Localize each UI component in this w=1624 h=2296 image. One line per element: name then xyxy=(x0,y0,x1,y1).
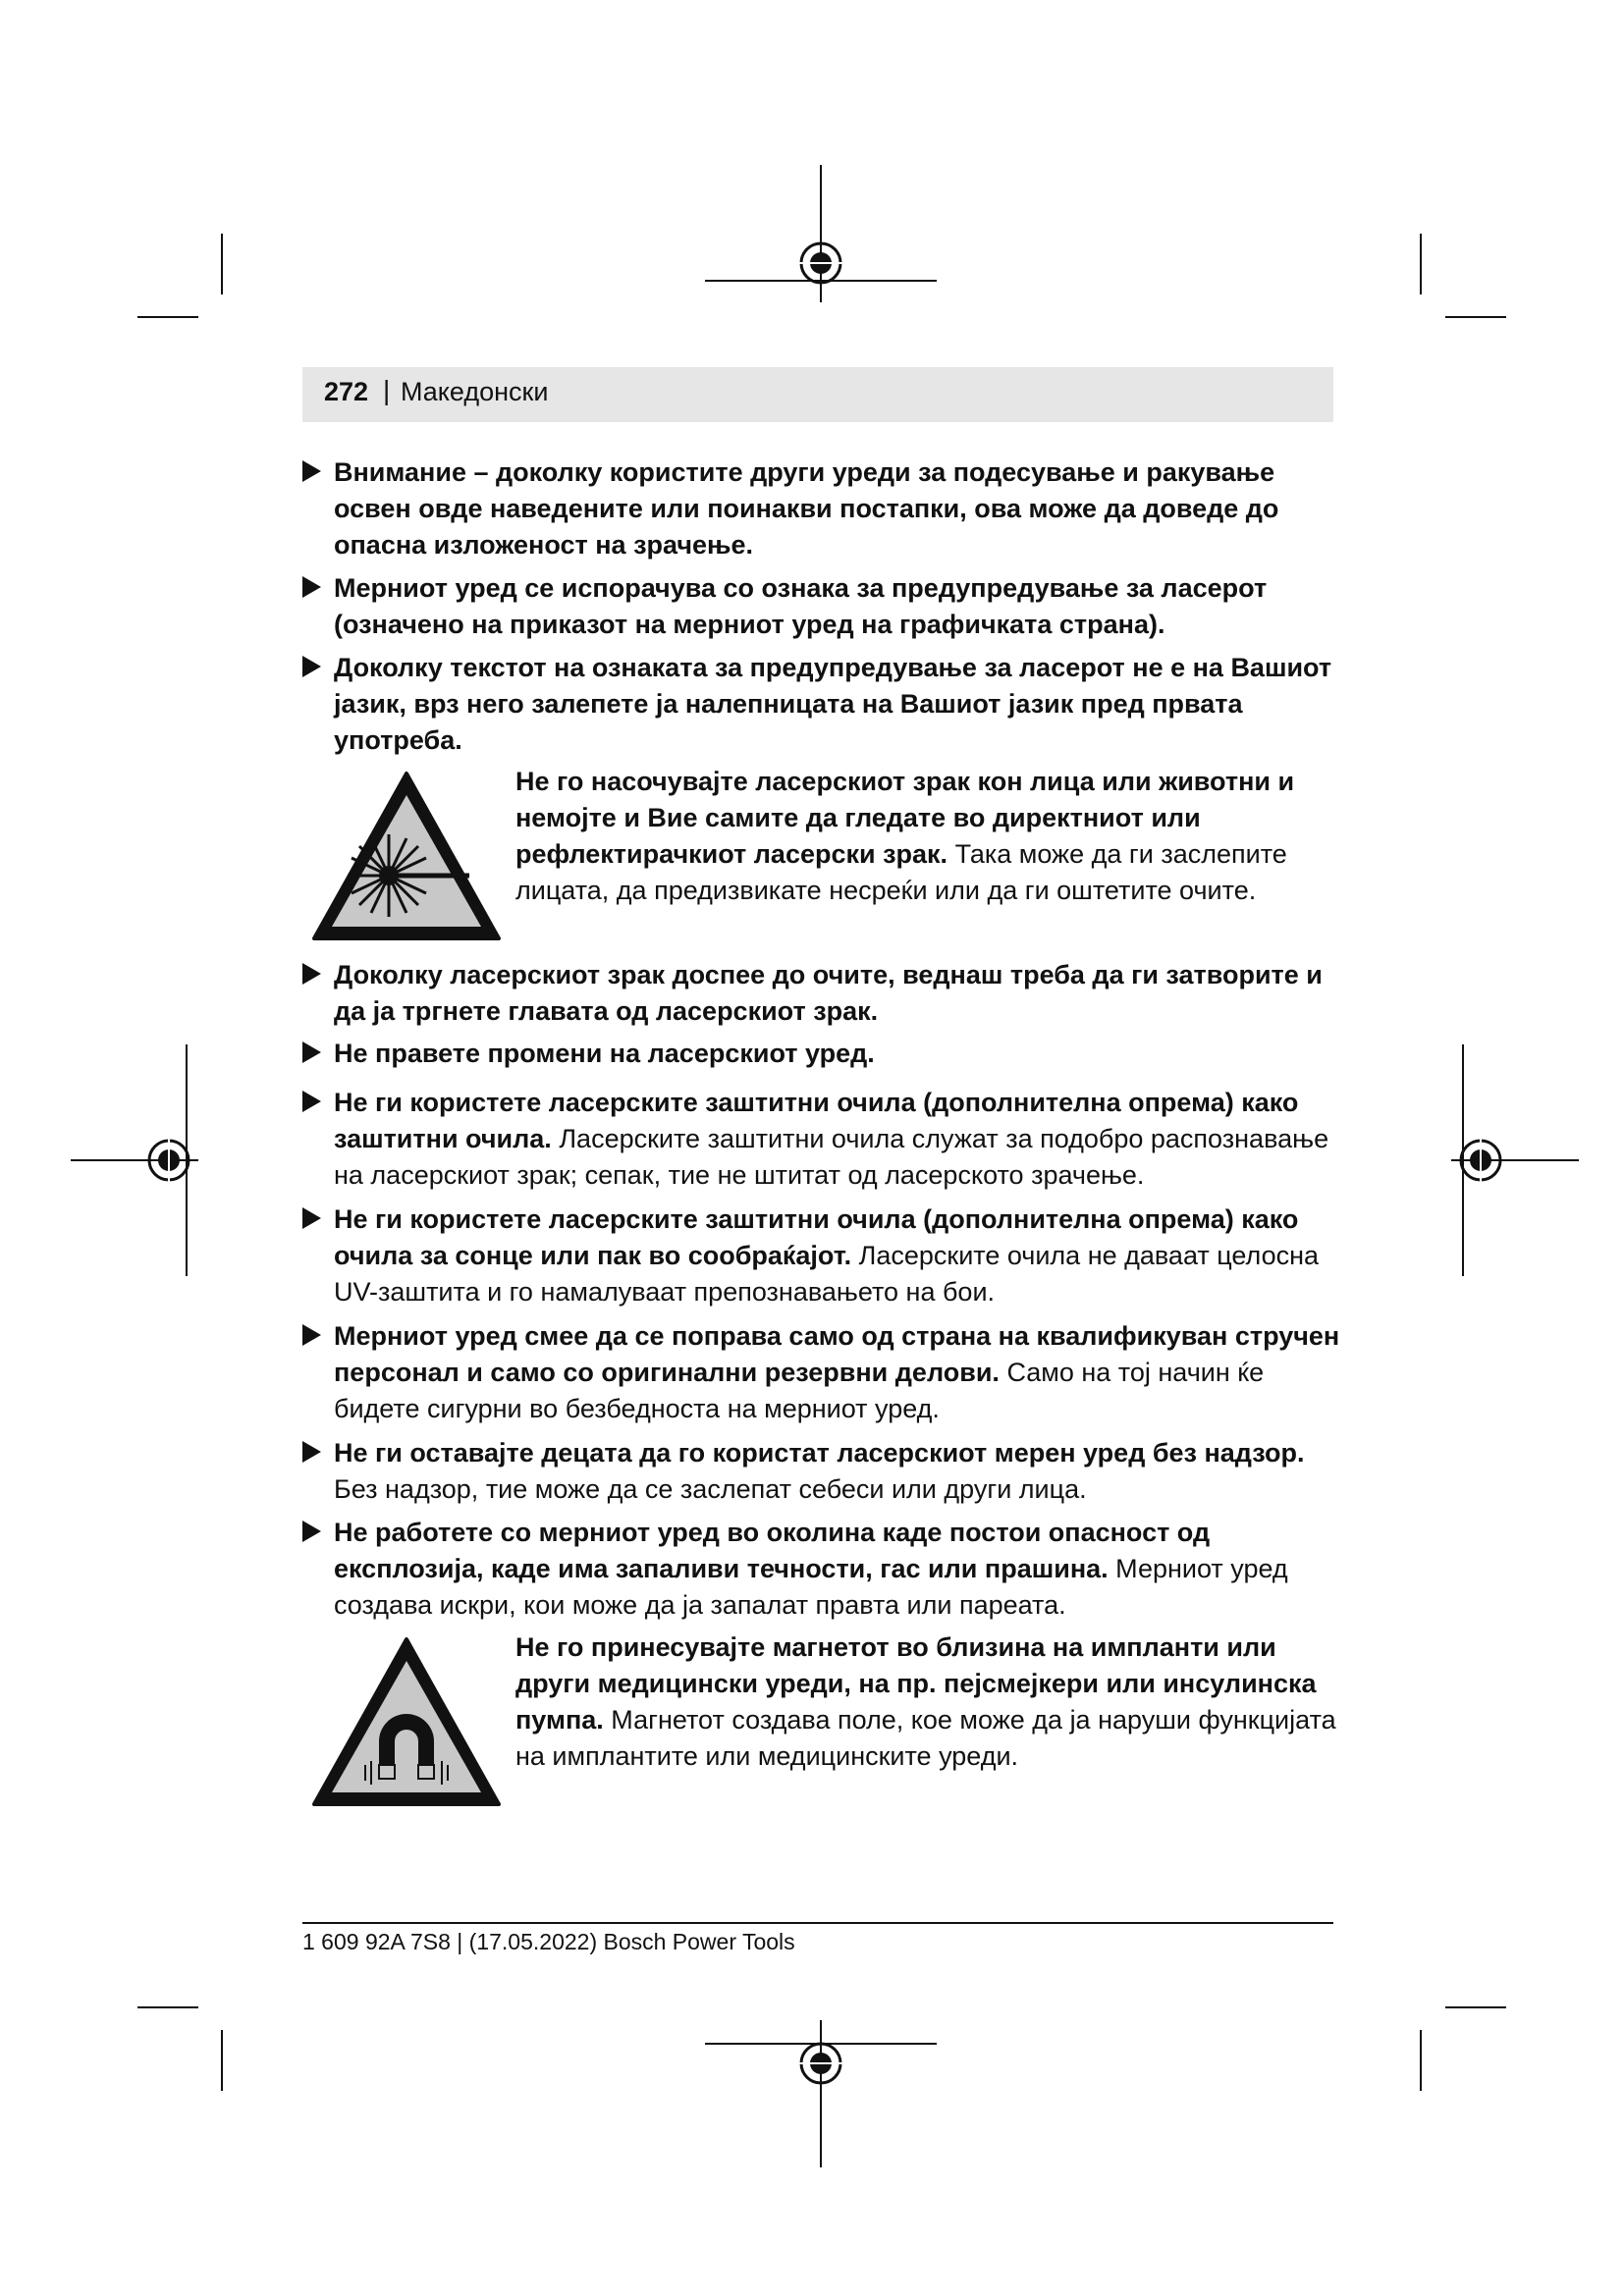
bullet-arrow-icon xyxy=(302,1441,321,1463)
crop-mark xyxy=(221,234,223,294)
crop-mark xyxy=(1445,316,1506,318)
item-bold-text: Доколку текстот на ознаката за предупредување за ласерот не е на Вашиот јазик, врз него залепете ја налепницата на Вашиот јазик пред првата употреба. xyxy=(334,653,1332,755)
item-normal-text: Мерниот уред создава искри, кои може да ја запалат правта или пареата. xyxy=(334,1554,1288,1620)
crop-mark xyxy=(137,316,198,318)
crop-mark xyxy=(221,2030,223,2091)
laser-warning-normal-text: Така може да ги заслепите лицата, да предизвикате несреќи или да ги оштетите очите. xyxy=(515,839,1287,905)
bullet-arrow-icon xyxy=(302,656,321,677)
item-bold-text: Внимание – доколку користите други уреди за подесување и ракување освен овде наведените или поинакви постапки, ова може да доведе до опасна изложеност на зрачење. xyxy=(334,457,1279,560)
item-bold-text: Не ги оставајте децата да го користат ласерскиот мерен уред без надзор. xyxy=(334,1438,1305,1468)
item-bold-text: Мерниот уред смее да се поправа само од страна на квалификуван стручен персонал и само со оригинални резервни делови. xyxy=(334,1321,1340,1387)
magnet-warning-icon xyxy=(310,1635,503,1812)
item-normal-text: Без надзор, тие може да се заслепат себеси или други лица. xyxy=(334,1474,1087,1504)
laser-warning-bold-text: Не го насочувајте ласерскиот зрак кон лица или животни и немојте и Вие самите да гледате во директниот или рефлектирачкиот ласерски зрак. xyxy=(515,767,1295,869)
crop-mark xyxy=(1420,234,1422,294)
list-item xyxy=(302,650,1345,759)
item-bold-text: Доколку ласерскиот зрак доспее до очите, веднаш треба да ги затворите и да ја тргнете главата од ласерскиот зрак. xyxy=(334,960,1323,1026)
bullet-arrow-icon xyxy=(302,963,321,985)
list-item xyxy=(302,570,1345,643)
registration-mark-bottom-icon xyxy=(705,2020,937,2167)
list-item xyxy=(302,1435,1345,1508)
crop-mark xyxy=(137,2006,198,2008)
item-normal-text: Ласерските заштитни очила служат за подобро распознавање на ласерскиот зрак; сепак, тие не штитат од ласерското зрачење. xyxy=(334,1124,1329,1190)
magnet-warning-normal-text: Магнетот создава поле, кое може да ја наруши функцијата на имплантите или медицинските уреди. xyxy=(515,1705,1336,1771)
bullet-arrow-icon xyxy=(302,1091,321,1112)
footer-text: 1 609 92A 7S8 | (17.05.2022) Bosch Power Tools xyxy=(302,1929,795,1954)
item-bold-text: Мерниот уред се испорачува со ознака за предупредување за ласерот (означено на приказот на мерниот уред на графичката страна). xyxy=(334,573,1268,639)
crop-mark xyxy=(1420,2030,1422,2091)
bullet-arrow-icon xyxy=(302,1041,321,1063)
item-normal-text: Ласерските очила не даваат целосна UV-заштита и го намалуваат препознавањето на бои. xyxy=(334,1241,1320,1307)
laser-warning-block xyxy=(302,764,1343,950)
bullet-arrow-icon xyxy=(302,576,321,598)
list-item xyxy=(302,454,1345,563)
item-bold-text: Не ги користете ласерските заштитни очила (дополнителна опрема) како заштитни очила. xyxy=(334,1088,1299,1153)
list-item xyxy=(302,1201,1345,1310)
registration-mark-top-icon xyxy=(705,165,937,302)
bullet-arrow-icon xyxy=(302,1207,321,1229)
page-header xyxy=(302,367,1333,422)
registration-mark-right-icon xyxy=(1451,1044,1579,1276)
bullet-arrow-icon xyxy=(302,1521,321,1542)
header-separator: | xyxy=(383,375,391,405)
item-normal-text: Само на тој начин ќе бидете сигурни во безбедноста на мерниот уред. xyxy=(334,1358,1265,1423)
footer-divider xyxy=(302,1922,1333,1924)
list-item xyxy=(302,1085,1345,1194)
crop-mark xyxy=(1445,2006,1506,2008)
magnet-warning-block xyxy=(302,1629,1343,1806)
page-number: 272 xyxy=(324,377,369,406)
list-item xyxy=(302,1515,1345,1624)
item-bold-text: Не правете промени на ласерскиот уред. xyxy=(334,1039,875,1068)
bullet-arrow-icon xyxy=(302,1324,321,1346)
list-item xyxy=(302,957,1345,1030)
registration-mark-left-icon xyxy=(71,1044,198,1276)
item-bold-text: Не работете со мерниот уред во околина каде постои опасност од експлозија, каде има запаливи течности, гас или прашина. xyxy=(334,1518,1211,1583)
list-item xyxy=(302,1036,1345,1072)
header-language: Македонски xyxy=(401,377,549,406)
magnet-warning-bold-text: Не го принесувајте магнетот во близина на импланти или други медицински уреди, на пр. пејсмејкери или инсулинска пумпа. xyxy=(515,1632,1317,1735)
list-item xyxy=(302,1318,1345,1427)
bullet-arrow-icon xyxy=(302,460,321,482)
item-bold-text: Не ги користете ласерските заштитни очила (дополнителна опрема) како очила за сонце или пак во сообраќајот. xyxy=(334,1204,1299,1270)
laser-warning-icon xyxy=(310,770,503,946)
